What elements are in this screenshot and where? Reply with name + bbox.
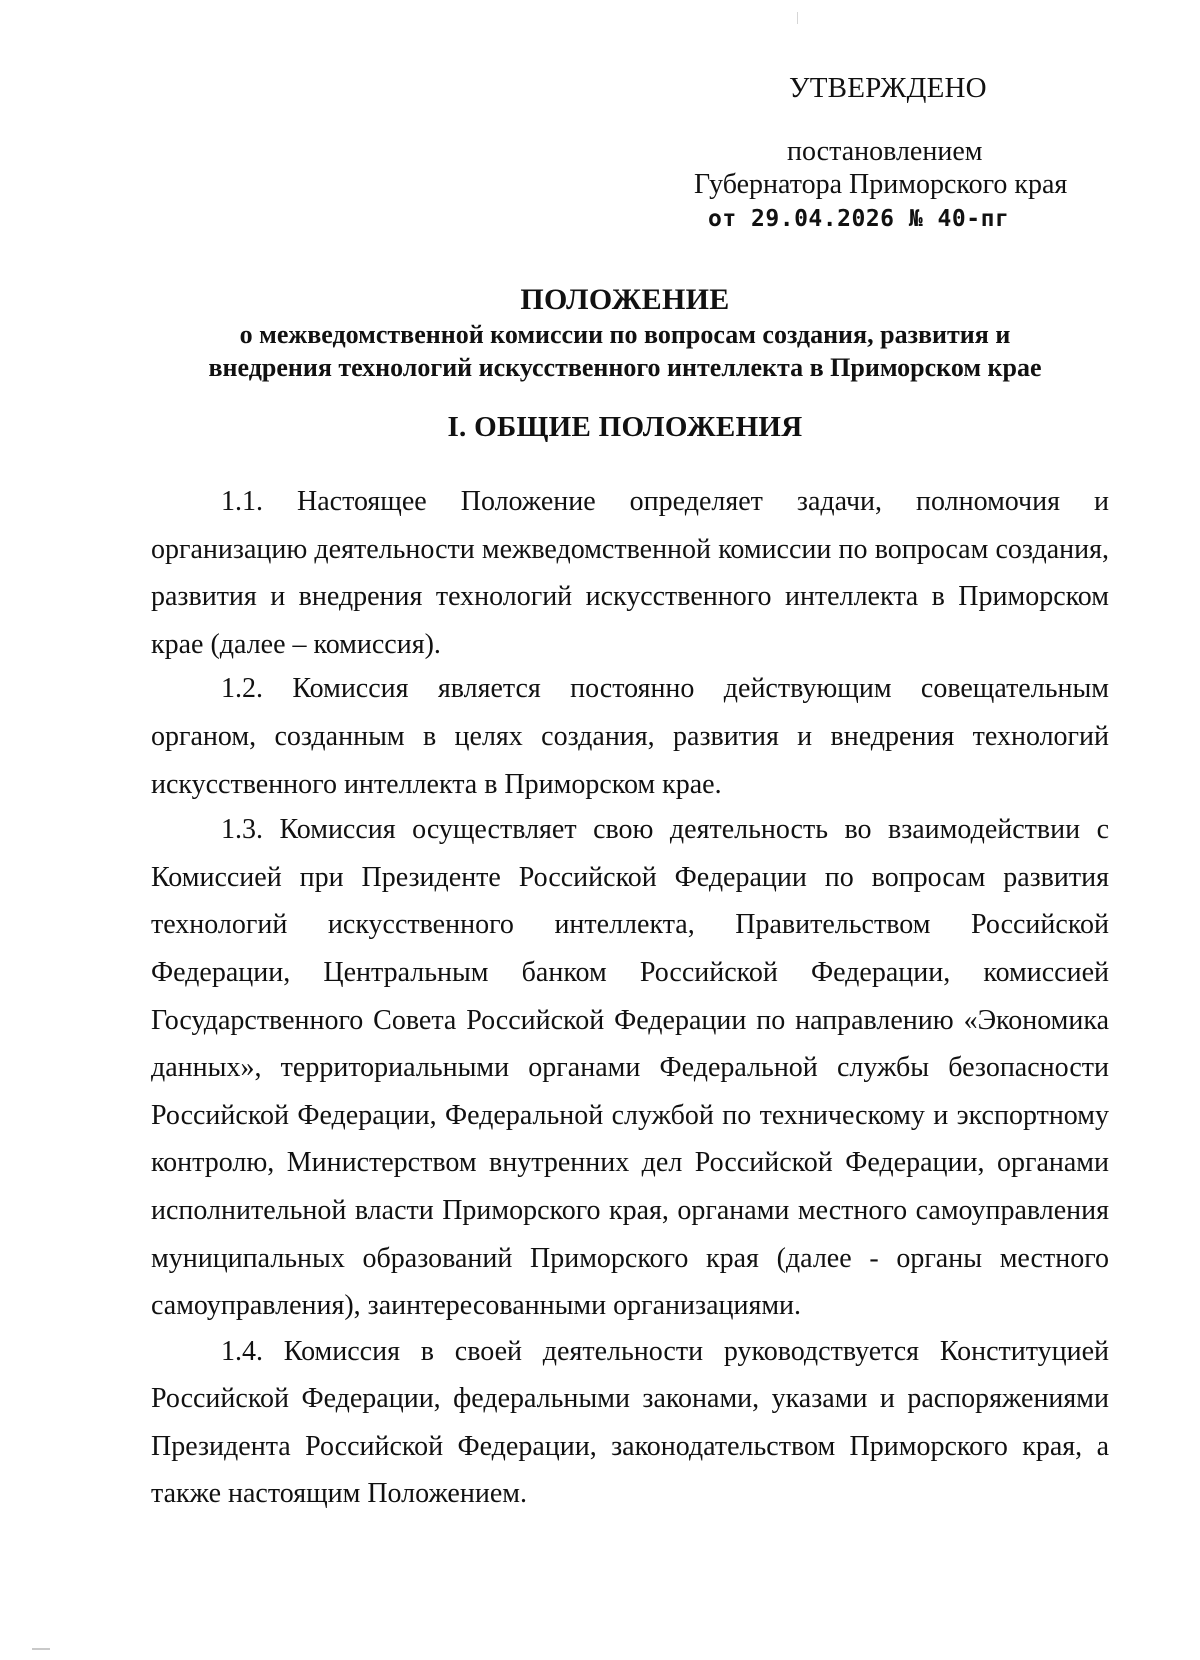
paragraph-1-1: 1.1. Настоящее Положение определяет задачи, полномочия и организацию деятельности межведомственной комиссии по вопросам создания, развития и внедрения технологий искусственного интеллекта в Приморском крае (далее – комиссия).: [151, 486, 1109, 660]
document-subtitle-line-1: о межведомственной комиссии по вопросам создания, развития и: [239, 320, 1011, 349]
document-title: ПОЛОЖЕНИЕ: [520, 283, 730, 316]
approval-basis: постановлением: [787, 136, 983, 167]
document-subtitle-line-2: внедрения технологий искусственного интеллекта в Приморском крае: [208, 353, 1042, 382]
scan-artifact: [797, 12, 798, 24]
section-heading: I. ОБЩИЕ ПОЛОЖЕНИЯ: [447, 411, 803, 443]
section-body: [151, 478, 1109, 1518]
scan-artifact-corner: [32, 1648, 50, 1650]
paragraph-1-2: 1.2. Комиссия является постоянно действующим совещательным органом, созданным в целях создания, развития и внедрения технологий искусственного интеллекта в Приморском крае.: [151, 673, 1109, 800]
approval-date-number: от 29.04.2026 № 40-пг: [708, 206, 1010, 232]
approved-label: УТВЕРЖДЕНО: [789, 72, 987, 104]
paragraph-1-3: 1.3. Комиссия осуществляет свою деятельность во взаимодействии с Комиссией при Президенте Российской Федерации по вопросам развития технологий искусственного интеллекта, Правительством Российской Федерации, Центральным банком Российской Федерации, комиссией Государственного Совета Российской Федерации по направлению «Экономика данных», территориальными органами Федеральной службы безопасности Российской Федерации, Федеральной службой по техническому и экспортному контролю, Министерством внутренних дел Российской Федерации, органами исполнительной власти Приморского края, органами местного самоуправления муниципальных образований Приморского края (далее - органы местного самоуправления), заинтересованными организациями.: [151, 814, 1109, 1322]
paragraph-1-4: 1.4. Комиссия в своей деятельности руководствуется Конституцией Российской Федерации, федеральными законами, указами и распоряжениями Президента Российской Федерации, законодательством Приморского края, а также настоящим Положением.: [151, 1335, 1109, 1510]
approval-authority: Губернатора Приморского края: [694, 169, 1068, 200]
document-title-block: [140, 282, 1110, 384]
